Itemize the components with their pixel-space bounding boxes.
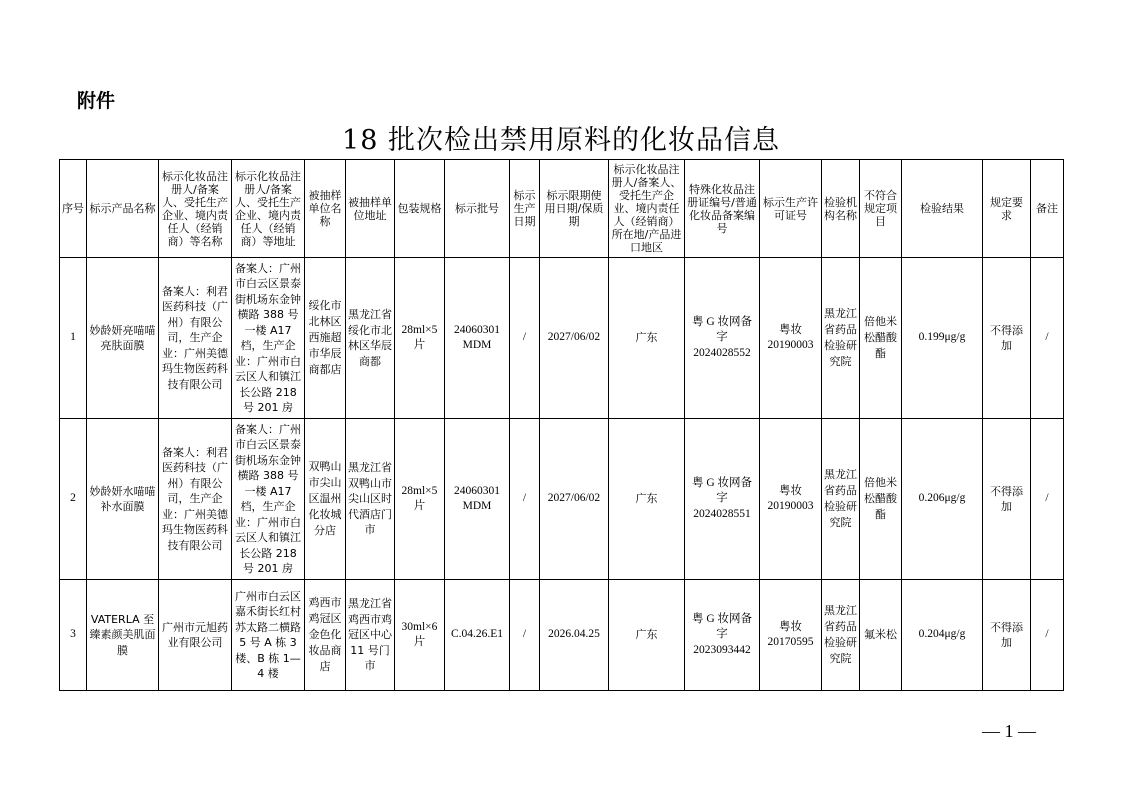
cell-location: 广东 [609,419,685,580]
table-row [60,419,1064,580]
header-cell: 序号 [60,160,87,258]
cell-company: 广州市元旭药业有限公司 [159,580,232,691]
header-cell: 标示产品名称 [87,160,159,258]
cell-registration-no: 粤 G 妆网备字 2023093442 [685,580,760,691]
header-cell: 规定要求 [983,160,1031,258]
cell-sampled-unit: 鸡西市鸡冠区金色化妆品商店 [305,580,346,691]
header-cell: 被抽样单位地址 [346,160,395,258]
cell-institution: 黑龙江省药品检验研究院 [822,580,860,691]
cell-sampled-unit: 绥化市北林区西施超市华辰商都店 [305,258,346,419]
table-header-row [60,160,1064,258]
cell-remark: / [1031,419,1064,580]
cell-requirement: 不得添加 [983,258,1031,419]
cell-expiry: 2027/06/02 [540,258,609,419]
cell-package: 30ml×6 片 [395,580,445,691]
cell-remark: / [1031,580,1064,691]
header-cell: 包装规格 [395,160,445,258]
cell-address: 备案人：广州市白云区景泰街机场东金钟横路 388 号一楼 A17 档，生产企业：广州市白云区人和镇江长公路 218 号 201 房 [232,258,305,419]
cell-registration-no: 粤 G 妆网备字 2024028552 [685,258,760,419]
cell-no: 3 [60,580,87,691]
cell-package: 28ml×5 片 [395,419,445,580]
header-cell: 标示生产许可证号 [760,160,822,258]
cell-sampled-address: 黑龙江省绥化市北林区华辰商都 [346,258,395,419]
header-cell: 备注 [1031,160,1064,258]
cell-expiry: 2027/06/02 [540,419,609,580]
cell-company: 备案人：利君医药科技（广州）有限公司，生产企业：广州美德玛生物医药科技有限公司 [159,258,232,419]
cell-requirement: 不得添加 [983,580,1031,691]
header-cell: 标示生产日期 [510,160,540,258]
header-cell: 检验结果 [902,160,983,258]
cell-requirement: 不得添加 [983,419,1031,580]
cell-batch: 24060301 MDM [445,258,510,419]
cell-batch: 24060301 MDM [445,419,510,580]
cell-institution: 黑龙江省药品检验研究院 [822,258,860,419]
header-cell: 特殊化妆品注册证编号/普通化妆品备案编号 [685,160,760,258]
header-cell: 标示批号 [445,160,510,258]
cell-location: 广东 [609,258,685,419]
cell-result: 0.199μg/g [902,258,983,419]
header-cell: 标示限期使用日期/保质期 [540,160,609,258]
page-number: — 1 — [982,721,1036,741]
cell-package: 28ml×5 片 [395,258,445,419]
product-table [59,159,1064,691]
cell-result: 0.204μg/g [902,580,983,691]
cell-institution: 黑龙江省药品检验研究院 [822,419,860,580]
cell-no: 1 [60,258,87,419]
cell-sampled-address: 黑龙江省双鸭山市尖山区时代酒店门市 [346,419,395,580]
header-cell: 标示化妆品注册人/备案人、受托生产企业、境内责任人（经销商）等名称 [159,160,232,258]
attachment-label: 附件 [77,90,116,112]
table-row [60,580,1064,691]
cell-expiry: 2026.04.25 [540,580,609,691]
cell-result: 0.206μg/g [902,419,983,580]
table-row [60,258,1064,419]
cell-sampled-unit: 双鸭山市尖山区温州化妆城分店 [305,419,346,580]
cell-batch: C.04.26.E1 [445,580,510,691]
cell-product: 妙龄妍亮喵喵亮肤面膜 [87,258,159,419]
header-cell: 被抽样单位名称 [305,160,346,258]
cell-item: 氟米松 [860,580,902,691]
cell-no: 2 [60,419,87,580]
header-cell: 检验机构名称 [822,160,860,258]
header-cell: 不符合规定项目 [860,160,902,258]
cell-product: VATERLA 至臻素颜美肌面膜 [87,580,159,691]
cell-item: 倍他米松醋酸酯 [860,258,902,419]
cell-registration-no: 粤 G 妆网备字 2024028551 [685,419,760,580]
cell-sampled-address: 黑龙江省鸡西市鸡冠区中心 11 号门市 [346,580,395,691]
cell-license-no: 粤妆 20190003 [760,419,822,580]
page-title: 18 批次检出禁用原料的化妆品信息 [342,125,780,156]
cell-product: 妙龄妍水喵喵补水面膜 [87,419,159,580]
cell-address: 备案人：广州市白云区景泰街机场东金钟横路 388 号一楼 A17 档，生产企业：广州市白云区人和镇江长公路 218 号 201 房 [232,419,305,580]
header-cell: 标示化妆品注册人/备案人、受托生产企业、境内责任人（经销商）所在地/产品进口地区 [609,160,685,258]
cell-address: 广州市白云区嘉禾街长红村苏太路二横路 5 号 A 栋 3 楼、B 栋 1—4 楼 [232,580,305,691]
cell-item: 倍他米松醋酸酯 [860,419,902,580]
cell-license-no: 粤妆 20170595 [760,580,822,691]
header-cell: 标示化妆品注册人/备案人、受托生产企业、境内责任人（经销商）等地址 [232,160,305,258]
cell-company: 备案人：利君医药科技（广州）有限公司，生产企业：广州美德玛生物医药科技有限公司 [159,419,232,580]
cell-production-date: / [510,258,540,419]
cell-remark: / [1031,258,1064,419]
cell-production-date: / [510,419,540,580]
cell-location: 广东 [609,580,685,691]
cell-production-date: / [510,580,540,691]
cell-license-no: 粤妆 20190003 [760,258,822,419]
